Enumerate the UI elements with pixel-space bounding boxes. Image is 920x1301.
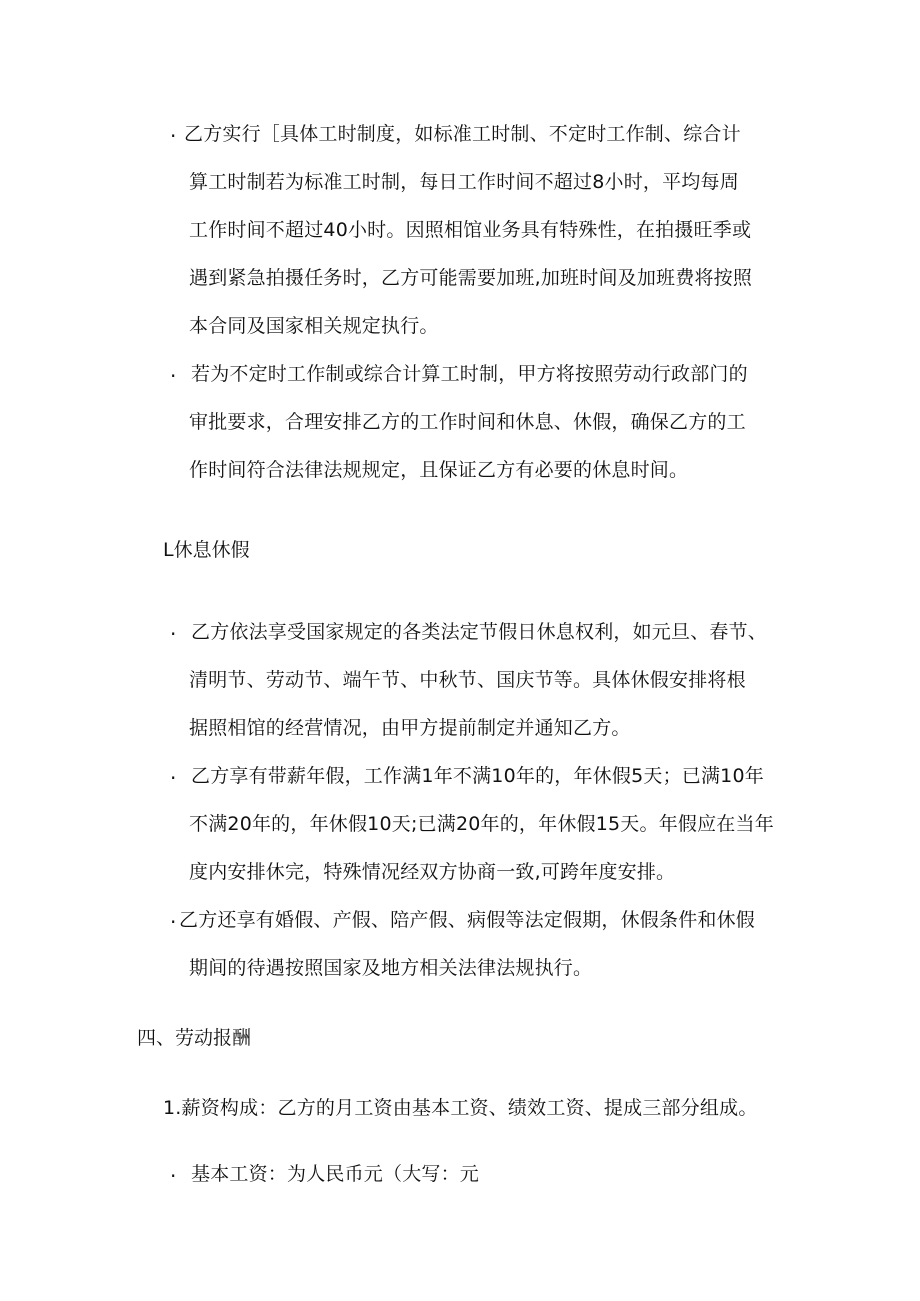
section-heading: 四、劳动报酬 [137, 1027, 252, 1049]
paragraph-line: 审批要求，合理安排乙方的工作时间和休息、休假，确保乙方的工 [189, 411, 746, 433]
paragraph-line: 据照相馆的经营情况，由甲方提前制定并通知乙方。 [189, 717, 631, 739]
paragraph-line: 工作时间不超过40小时。因照相馆业务具有特殊性，在拍摄旺季或 [189, 219, 752, 241]
paragraph-line: 本合同及国家相关规定执行。 [189, 315, 439, 337]
bullet-icon: · [170, 766, 177, 790]
paragraph-line: 乙方享有带薪年假，工作满1年不满10年的，年休假5天；已满10年 [191, 765, 764, 787]
paragraph-line: 度内安排休完，特殊情况经双方协商一致,可跨年度安排。 [189, 861, 676, 883]
bullet-icon: · [170, 910, 177, 934]
paragraph-line: 算工时制若为标准工时制，每日工作时间不超过8小时，平均每周 [189, 171, 739, 193]
paragraph-line: 作时间符合法律法规规定，且保证乙方有必要的休息时间。 [189, 459, 689, 481]
paragraph-line: 若为不定时工作制或综合计算工时制，甲方将按照劳动行政部门的 [191, 363, 748, 385]
bullet-icon: · [170, 1164, 177, 1188]
paragraph-line: 乙方还享有婚假、产假、陪产假、病假等法定假期，休假条件和休假 [179, 909, 756, 931]
paragraph-line: 基本工资：为人民币元（大写：元 [191, 1163, 480, 1185]
paragraph-line: 清明节、劳动节、端午节、中秋节、国庆节等。具体休假安排将根 [189, 669, 746, 691]
subsection-title: 1.薪资构成：乙方的月工资由基本工资、绩效工资、提成三部分组成。 [163, 1097, 758, 1119]
paragraph-line: 乙方实行［具体工时制度，如标准工时制、不定时工作制、综合计 [184, 123, 741, 145]
bullet-icon: · [170, 364, 177, 388]
paragraph-line: 期间的待遇按照国家及地方相关法律法规执行。 [189, 957, 593, 979]
paragraph-line: 不满20年的，年休假10天;已满20年的，年休假15天。年假应在当年 [189, 813, 774, 835]
paragraph-line: 遇到紧急拍摄任务时，乙方可能需要加班,加班时间及加班费将按照 [189, 267, 753, 289]
paragraph-line: 乙方依法享受国家规定的各类法定节假日休息权利，如元旦、春节、 [191, 621, 768, 643]
section-heading: L休息休假 [163, 539, 250, 561]
bullet-icon: · [170, 124, 177, 148]
bullet-icon: · [170, 622, 177, 646]
